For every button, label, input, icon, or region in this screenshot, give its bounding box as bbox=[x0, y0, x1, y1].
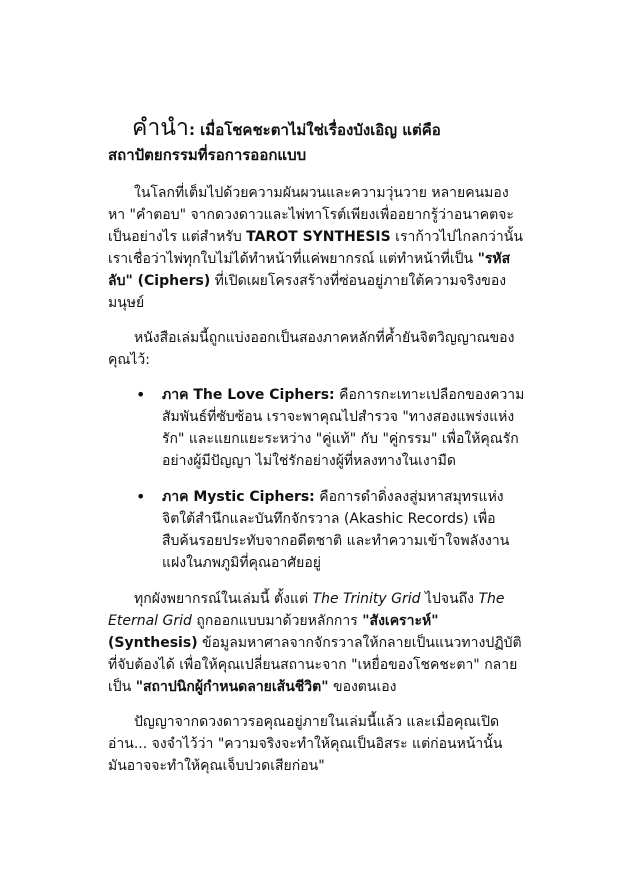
list-item-text: คือการดำดิ่งลงสู่มหาสมุทรแห่งจิตใต้สำนึกและบันทึกจักรวาล (Akashic Records) เพื่อสืบค้นรอยประทับจากอดีตชาติ และทำความเข้าใจพลังงานแฝงในภพภูมิที่คุณอาศัยอยู่ bbox=[162, 489, 510, 571]
bold-text: "รหัสลับ" (Ciphers) bbox=[108, 251, 511, 289]
list-item-mystic-ciphers bbox=[162, 486, 525, 574]
bold-text: "สถาปนิกผู้กำหนดลายเส้นชีวิต" bbox=[135, 679, 329, 695]
sections-list bbox=[108, 384, 525, 574]
text-run: ในโลกที่เต็มไปด้วยความผันผวนและความวุ่นวาย หลายคนมองหา "คำตอบ" จากดวงดาวและไพ่ทาโรต์เพียงเพื่ออยากรู้ว่าอนาคตจะเป็นอย่างไร แต่สำหรับ bbox=[108, 185, 514, 245]
text-run: เราก้าวไปไกลกว่านั้น เราเชื่อว่าไพ่ทุกใบไม่ได้ทำหน้าที่แค่พยากรณ์ แต่ทำหน้าที่เป็น bbox=[108, 229, 523, 267]
italic-text: The Eternal Grid bbox=[108, 591, 505, 629]
preface-subtitle-line-1: : เมื่อโชคชะตาไม่ใช่เรื่องบังเอิญ แต่คือ bbox=[188, 121, 441, 139]
list-item-text: คือการกะเทาะเปลือกของความสัมพันธ์ที่ซับซ้อน เราจะพาคุณไปสำรวจ "ทางสองแพร่งแห่งรัก" และแยกแยะระหว่าง "คู่แท้" กับ "คู่กรรม" เพื่อให้คุณรักอย่างผู้มีปัญญา ไม่ใช่รักอย่างผู้ที่หลงทางในเงามืด bbox=[162, 387, 525, 469]
preface-heading bbox=[108, 116, 525, 168]
preface-subtitle-line-2: สถาปัตยกรรมที่รอการออกแบบ bbox=[108, 146, 307, 164]
text-run: ทุกผังพยากรณ์ในเล่มนี้ ตั้งแต่ bbox=[134, 591, 313, 607]
paragraph-structure: หนังสือเล่มนี้ถูกแบ่งออกเป็นสองภาคหลักที่ค้ำยันจิตวิญญาณของคุณไว้: bbox=[108, 330, 515, 368]
list-item-label: ภาค Mystic Ciphers: bbox=[162, 489, 315, 505]
text-run: ที่เปิดเผยโครงสร้างที่ซ่อนอยู่ภายใต้ความจริงของมนุษย์ bbox=[108, 273, 507, 311]
paragraph-intro bbox=[108, 182, 525, 314]
text-run: ไปจนถึง bbox=[420, 591, 479, 607]
bold-text: TAROT SYNTHESIS bbox=[246, 229, 391, 245]
paragraph-closing: ปัญญาจากดวงดาวรอคุณอยู่ภายในเล่มนี้แล้ว และเมื่อคุณเปิดอ่าน... จงจำไว้ว่า "ความจริงจะทำให้คุณเป็นอิสระ แต่ก่อนหน้านั้น มันอาจจะทำให้คุณเจ็บปวดเสียก่อน" bbox=[108, 714, 503, 774]
text-run: ข้อมูลมหาศาลจากจักรวาลให้กลายเป็นแนวทางปฏิบัติที่จับต้องได้ เพื่อให้คุณเปลี่ยนสถานะจาก "เหยื่อของโชคชะตา" กลายเป็น bbox=[108, 635, 522, 695]
text-run: ของตนเอง bbox=[328, 679, 397, 695]
list-item-love-ciphers bbox=[162, 384, 525, 472]
list-item-label: ภาค The Love Ciphers: bbox=[162, 387, 335, 403]
preface-title: คำนำ bbox=[132, 115, 189, 141]
paragraph-grids bbox=[108, 588, 525, 698]
italic-text: The Trinity Grid bbox=[312, 591, 421, 607]
bold-text: "สังเคราะห์" (Synthesis) bbox=[108, 613, 439, 651]
text-run: ถูกออกแบบมาด้วยหลักการ bbox=[191, 613, 363, 629]
